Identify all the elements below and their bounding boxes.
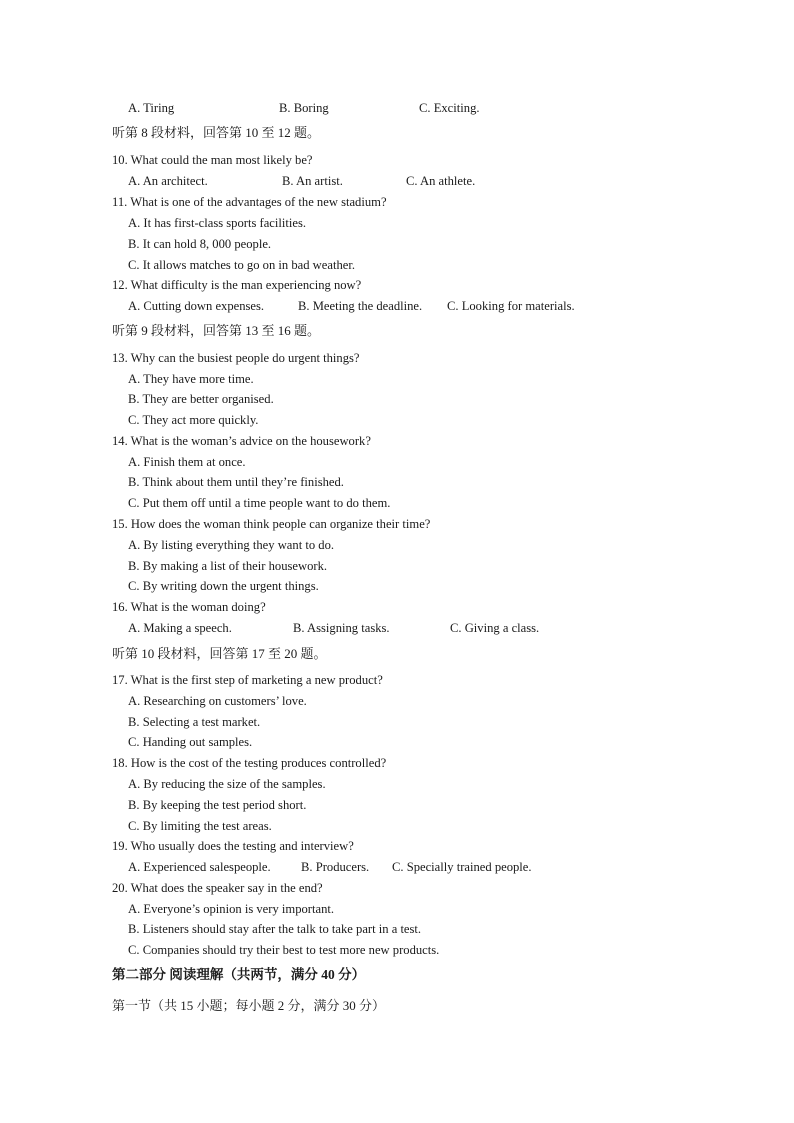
q13-option-a: A. They have more time.: [128, 372, 254, 386]
q10-option-b: B. An artist.: [282, 174, 343, 188]
q18-option-a: A. By reducing the size of the samples.: [128, 777, 326, 791]
section-8-heading: 听第 8 段材料，回答第 10 至 12 题。: [112, 125, 321, 140]
question-10: 10. What could the man most likely be?: [112, 153, 313, 167]
q19-option-b: B. Producers.: [301, 860, 370, 874]
question-16: 16. What is the woman doing?: [112, 600, 266, 614]
question-11: 11. What is one of the advantages of the new stadium?: [112, 195, 387, 209]
question-13: 13. Why can the busiest people do urgent things?: [112, 351, 360, 365]
q17-option-b: B. Selecting a test market.: [128, 715, 261, 729]
section-10-heading: 听第 10 段材料，回答第 17 至 20 题。: [112, 646, 327, 661]
question-12: 12. What difficulty is the man experiencing now?: [112, 278, 362, 292]
q16-option-b: B. Assigning tasks.: [293, 621, 390, 635]
question-17: 17. What is the first step of marketing a new product?: [112, 673, 383, 687]
q11-option-c: C. It allows matches to go on in bad weather.: [128, 258, 355, 272]
q14-option-c: C. Put them off until a time people want to do them.: [128, 496, 391, 510]
q18-option-b: B. By keeping the test period short.: [128, 798, 307, 812]
q18-option-c: C. By limiting the test areas.: [128, 819, 272, 833]
q10-option-c: C. An athlete.: [406, 174, 476, 188]
q14-option-b: B. Think about them until they’re finished.: [128, 475, 344, 489]
question-18: 18. How is the cost of the testing produces controlled?: [112, 756, 387, 770]
q13-option-b: B. They are better organised.: [128, 392, 274, 406]
q14-option-a: A. Finish them at once.: [128, 455, 246, 469]
section-9-heading: 听第 9 段材料，回答第 13 至 16 题。: [112, 323, 321, 338]
q20-option-c: C. Companies should try their best to test more new products.: [128, 943, 440, 957]
q15-option-c: C. By writing down the urgent things.: [128, 579, 319, 593]
q13-option-c: C. They act more quickly.: [128, 413, 259, 427]
question-14: 14. What is the woman’s advice on the housework?: [112, 434, 371, 448]
q19-option-c: C. Specially trained people.: [392, 860, 532, 874]
q9-option-c: C. Exciting.: [419, 101, 480, 115]
q12-option-a: A. Cutting down expenses.: [128, 299, 265, 313]
question-20: 20. What does the speaker say in the end?: [112, 881, 323, 895]
q17-option-c: C. Handing out samples.: [128, 735, 253, 749]
q16-option-a: A. Making a speech.: [128, 621, 232, 635]
q11-option-b: B. It can hold 8, 000 people.: [128, 237, 272, 251]
q19-option-a: A. Experienced salespeople.: [128, 860, 271, 874]
q9-option-a: A. Tiring: [128, 101, 175, 115]
q15-option-a: A. By listing everything they want to do.: [128, 538, 335, 552]
q20-option-a: A. Everyone’s opinion is very important.: [128, 902, 335, 916]
question-15: 15. How does the woman think people can organize their time?: [112, 517, 431, 531]
q12-option-c: C. Looking for materials.: [447, 299, 575, 313]
part-2-title: 第二部分 阅读理解（共两节，满分 40 分）: [112, 967, 366, 982]
part-2-section-1-heading: 第一节（共 15 小题；每小题 2 分，满分 30 分）: [112, 998, 386, 1013]
q15-option-b: B. By making a list of their housework.: [128, 559, 328, 573]
q10-option-a: A. An architect.: [128, 174, 208, 188]
q11-option-a: A. It has first-class sports facilities.: [128, 216, 307, 230]
q12-option-b: B. Meeting the deadline.: [298, 299, 423, 313]
q20-option-b: B. Listeners should stay after the talk to take part in a test.: [128, 922, 422, 936]
q17-option-a: A. Researching on customers’ love.: [128, 694, 307, 708]
question-19: 19. Who usually does the testing and interview?: [112, 839, 354, 853]
q9-option-b: B. Boring: [279, 101, 329, 115]
q16-option-c: C. Giving a class.: [450, 621, 540, 635]
